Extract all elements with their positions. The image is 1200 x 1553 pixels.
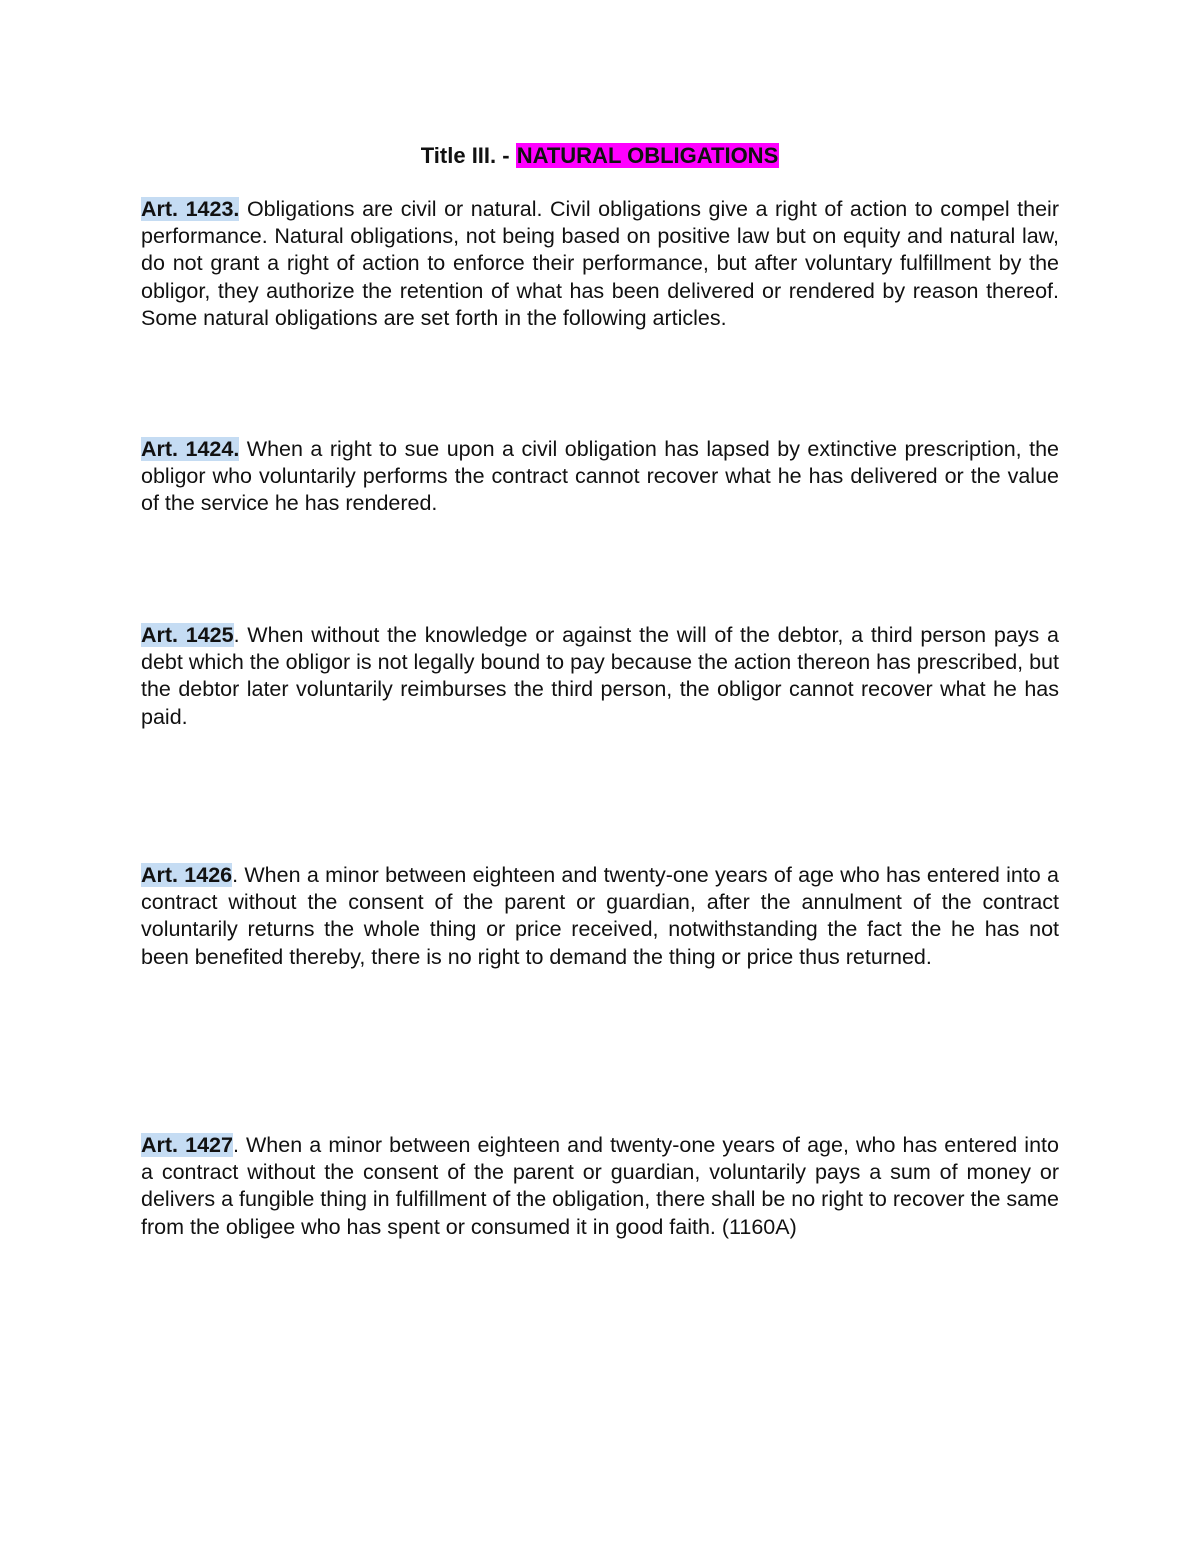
- article-label: Art. 1423.: [141, 197, 240, 221]
- article-1425: [141, 622, 1059, 731]
- document-title: [141, 141, 1059, 171]
- article-1423: [141, 196, 1059, 332]
- article-text: Obligations are civil or natural. Civil obligations give a right of action to compel their performance. Natural obligations, not being based on positive law but on equity and natural law, do not grant a right of action to enforce their performance, but after voluntary fulfillment by the obligor, they authorize the retention of what has been delivered or rendered by reason thereof. Some natural obligations are set forth in the following articles.: [141, 197, 1059, 330]
- article-1424: [141, 436, 1059, 518]
- article-1426: [141, 862, 1059, 971]
- title-prefix: Title III. -: [420, 143, 516, 168]
- article-label: Art. 1425: [141, 623, 234, 647]
- title-highlight: NATURAL OBLIGATIONS: [516, 143, 779, 168]
- article-label: Art. 1427: [141, 1133, 233, 1157]
- article-1427: [141, 1132, 1059, 1241]
- article-text: When a right to sue upon a civil obligation has lapsed by extinctive prescription, the obligor who voluntarily performs the contract cannot recover what he has delivered or the value of the service he has rendered.: [141, 437, 1059, 516]
- article-text: . When a minor between eighteen and twenty-one years of age, who has entered into a contract without the consent of the parent or guardian, voluntarily pays a sum of money or delivers a fungible thing in fulfillment of the obligation, there shall be no right to recover the same from the obligee who has spent or consumed it in good faith. (1160A): [141, 1133, 1059, 1239]
- article-label: Art. 1424.: [141, 437, 240, 461]
- article-label: Art. 1426: [141, 863, 233, 887]
- article-text: . When without the knowledge or against the will of the debtor, a third person pays a debt which the obligor is not legally bound to pay because the action thereon has prescribed, but the debtor later voluntarily reimburses the third person, the obligor cannot recover what he has paid.: [141, 623, 1059, 729]
- article-text: . When a minor between eighteen and twenty-one years of age who has entered into a contract without the consent of the parent or guardian, after the annulment of the contract voluntarily returns the whole thing or price received, notwithstanding the fact the he has not been benefited thereby, there is no right to demand the thing or price thus returned.: [141, 863, 1059, 969]
